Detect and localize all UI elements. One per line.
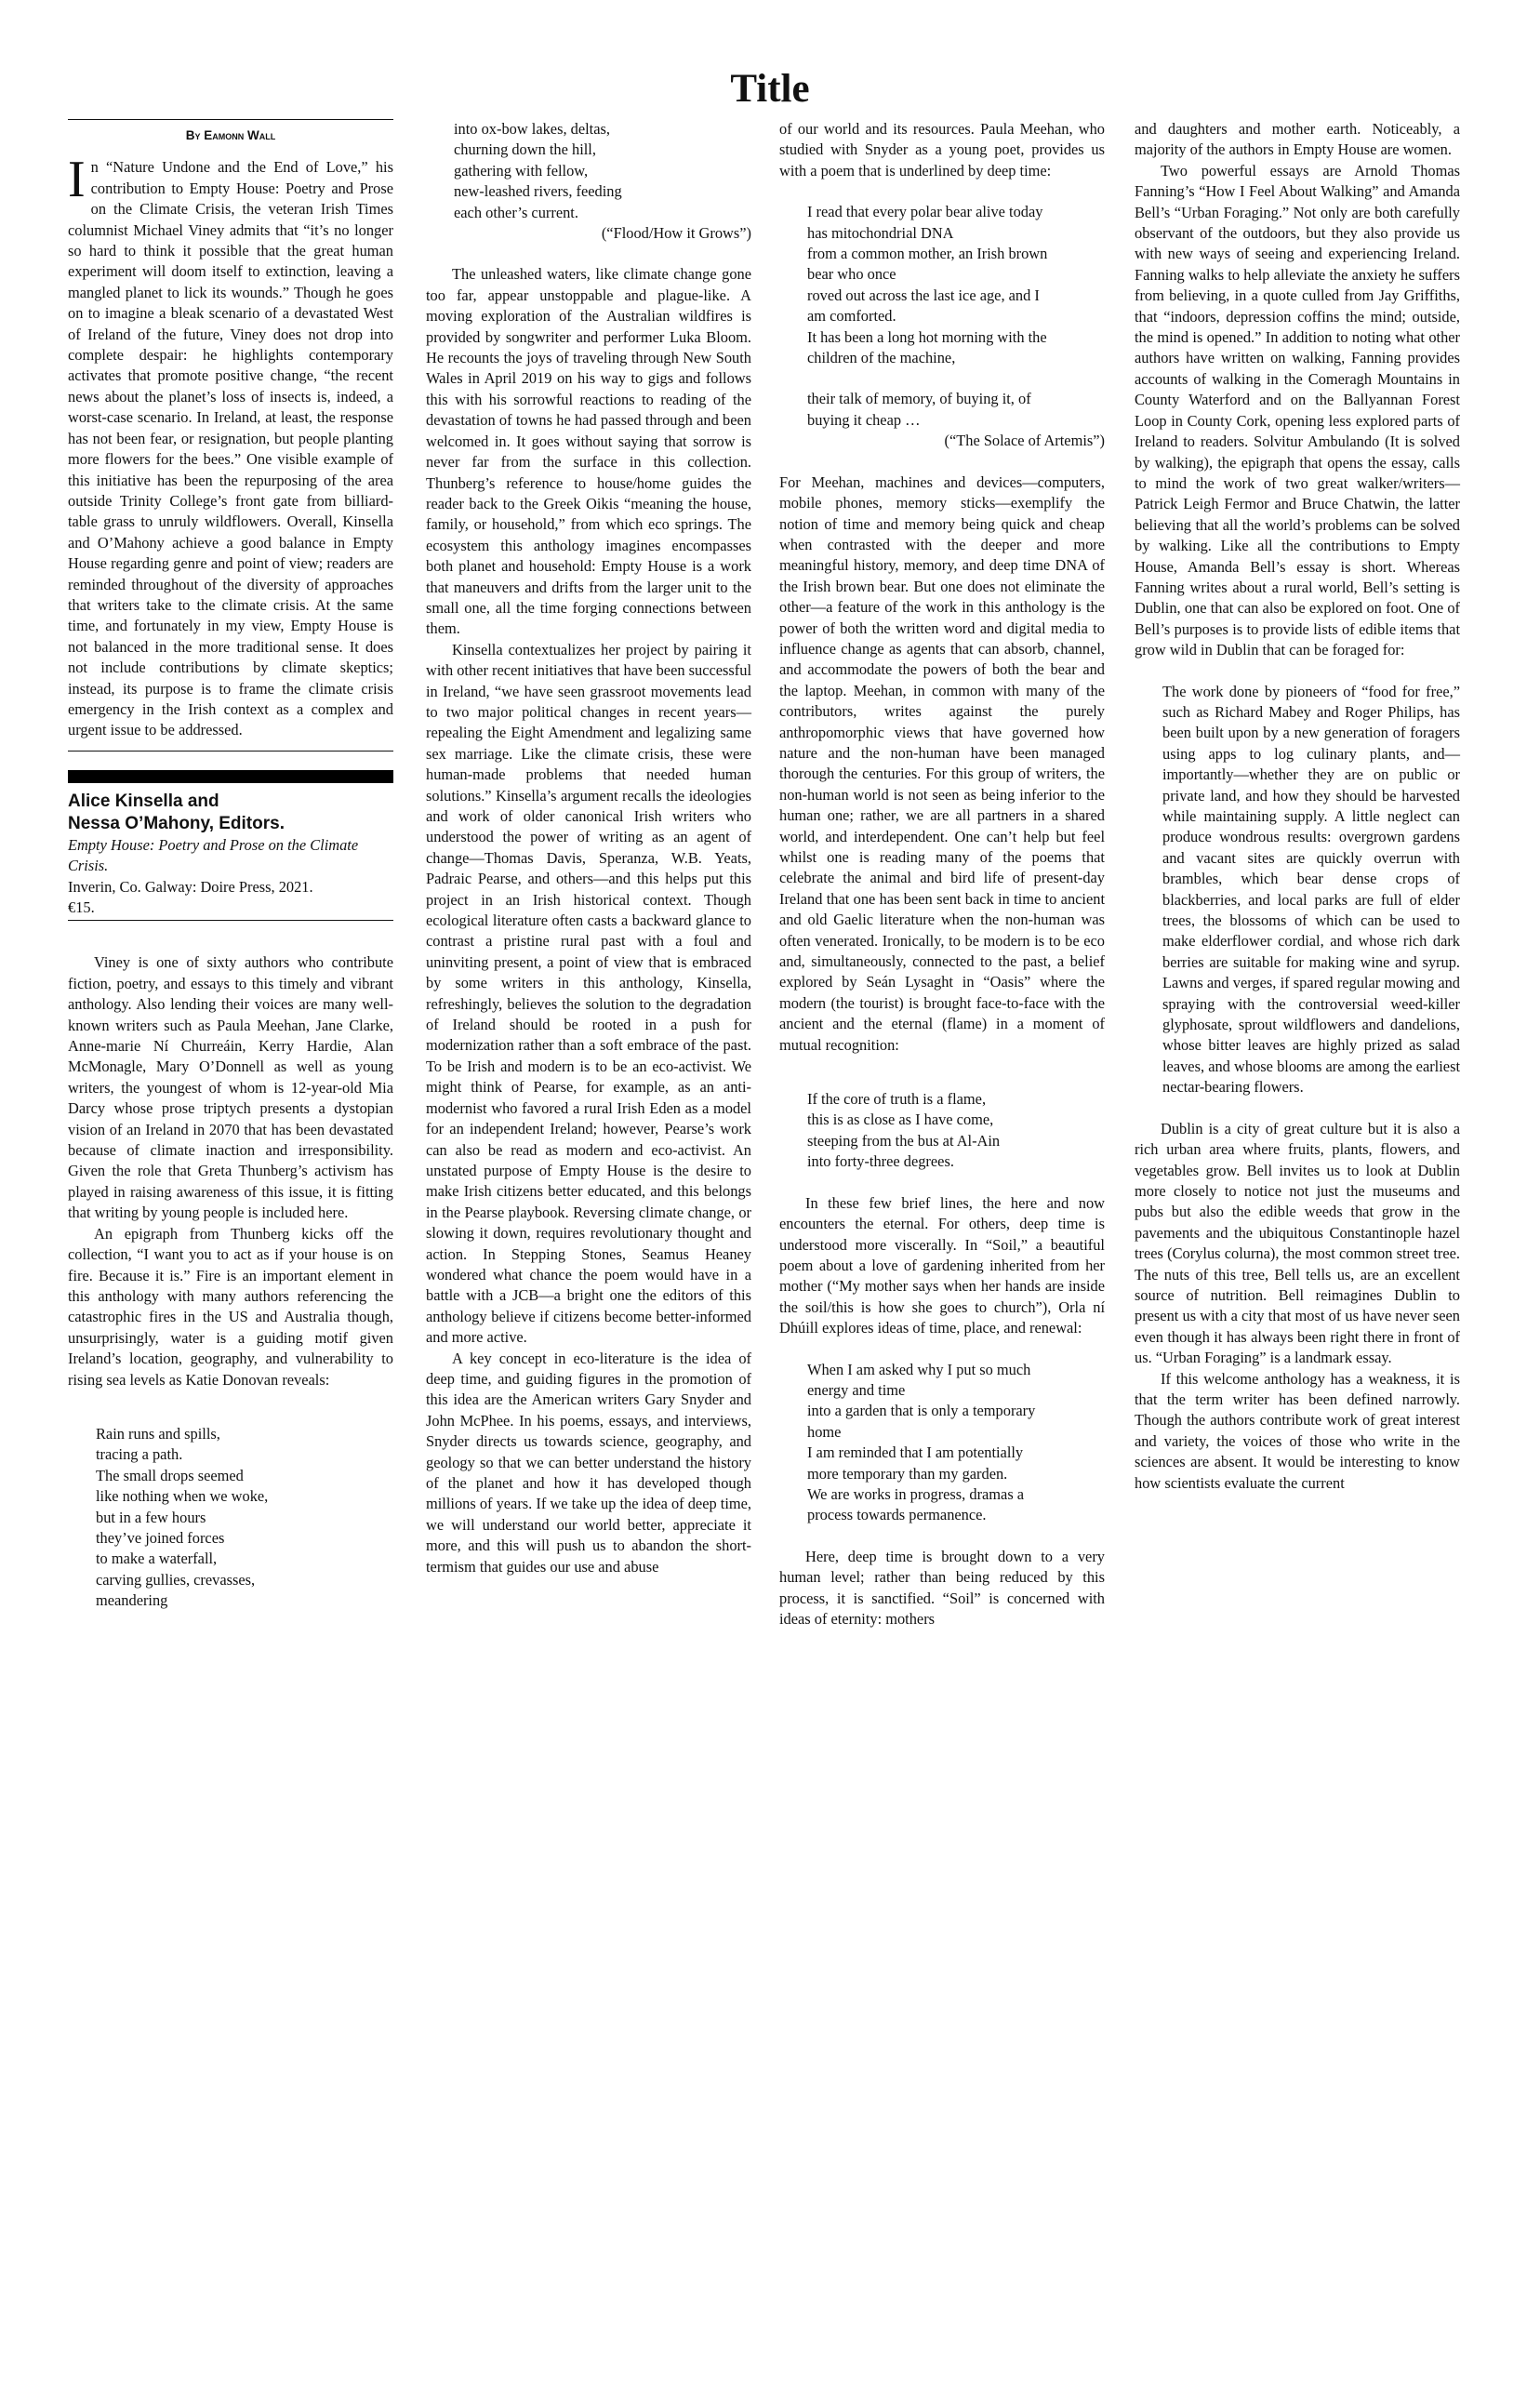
page-title: Title <box>730 67 810 111</box>
byline: By Eamonn Wall <box>68 119 393 146</box>
poem-line: It has been a long hot morning with the <box>807 327 1047 346</box>
poem-line: but in a few hours <box>96 1508 206 1526</box>
poem-line: energy and time <box>807 1380 906 1399</box>
paragraph: Here, deep time is brought down to a very human level; rather than being reduced by this process, it is sanctified. “Soil” is concerned with ideas of eternity: mothers <box>779 1547 1105 1628</box>
poem-attribution: (“The Solace of Artemis”) <box>944 432 1105 450</box>
poem-excerpt <box>779 1360 1105 1526</box>
poem-line: their talk of memory, of buying it, of <box>807 390 1031 408</box>
poem-line: The small drops seemed <box>96 1466 244 1484</box>
poem-line: If the core of truth is a flame, <box>807 1090 987 1109</box>
review-publisher: Inverin, Co. Galway: Doire Press, 2021. <box>68 877 313 896</box>
poem-line: children of the machine, <box>807 349 956 367</box>
poem-excerpt <box>779 202 1105 451</box>
paragraph: of our world and its resources. Paula Meehan, who studied with Snyder as a young poet, provides us with a poem that is underlined by deep time: <box>779 120 1105 180</box>
column-1 <box>68 119 393 1612</box>
poem-line: from a common mother, an Irish brown <box>807 245 1048 263</box>
paragraph: In these few brief lines, the here and now encounters the eternal. For others, deep time is understood more viscerally. In “Soil,” a beautiful poem about a love of gardening inherited from her mother (“My mother says when her hands are inside the soil/this is how she goes to church”), Orla ní Dhúill explores ideas of time, place, and renewal: <box>779 1193 1105 1337</box>
poem-excerpt <box>68 1424 393 1612</box>
paragraph: Viney is one of sixty authors who contribute fiction, poetry, and essays to this timely and vibrant anthology. Also lending their voices are many well-known writers such as Paula Meehan, Jane Clarke, Anne-marie Ní Churreáin, Kerry Hardie, Alan McMonagle, Mary O’Donnell as well as young writers, the youngest of whom is 12-year-old Mia Darcy whose prose triptych presents a dystopian vision of an Ireland in 2070 that has been devastated because of climate inaction and irresponsibility. Given the role that Greta Thunberg’s activism has played in raising awareness of this issue, it is fitting that writing by young people is included here. <box>68 953 393 1222</box>
poem-line: carving gullies, crevasses, <box>96 1570 256 1589</box>
column-4 <box>1135 119 1460 1494</box>
poem-line: am comforted. <box>807 307 896 326</box>
poem-line: We are works in progress, dramas a <box>807 1484 1025 1503</box>
poem-line: roved out across the last ice age, and I <box>807 286 1040 304</box>
poem-line: each other’s current. <box>454 203 578 221</box>
poem-line: tracing a path. <box>96 1445 183 1464</box>
paragraph: Dublin is a city of great culture but it is also a rich urban area where fruits, plants, flowers, and vegetables grow. Bell invites us to look at Dublin more closely to notice not just the museums and pubs but also the edible weeds that grow in the pavements and the ubiquitous Constantinople hazel trees (Corylus colurna), the most common street tree. The nuts of this tree, Bell tells us, are an excellent source of nutrition. Bell reimagines Dublin to present us with a city that most of us have never seen even though it has always been right there in front of us. “Urban Foraging” is a landmark essay. <box>1135 1119 1460 1367</box>
poem-line: into a garden that is only a temporary <box>807 1402 1036 1420</box>
column-3 <box>779 119 1105 1629</box>
paragraph: The unleashed waters, like climate change gone too far, appear unstoppable and plague-like. A moving exploration of the Australian wildfires is provided by songwriter and performer Luka Bloom. He recounts the joys of traveling through New South Wales in April 2019 on his way to gigs and follows this with his sorrowful reactions to reading of the devastation of towns he had passed through and been welcomed in. It goes without saying that sorrow is never far from the surface in this collection. Thunberg’s reference to house/home guides the reader back to the Greek Oikis “meaning the house, family, or household,” from which eco springs. The ecosystem this anthology imagines encompasses both planet and household: Empty House is a work that maneuvers and drifts from the larger unit to the small one, all the time forging connections between them. <box>426 265 751 638</box>
poem-line: process towards permanence. <box>807 1506 987 1524</box>
paragraph: Kinsella contextualizes her project by pairing it with other recent initiatives that have been successful in Ireland, “we have seen grassroot movements lead to two major political changes in recent years—repealing the Eight Amendment and legalizing same sex marriage. Like the climate crisis, these were human-made problems that needed human solutions.” Kinsella’s argument recalls the ideologies and work of older canonical Irish writers who understood the power of writing as an agent of change—Thomas Davis, Speranza, W.B. Yeats, Padraic Pearse, and others—and this helps put this project in an Irish historical context. Though ecological literature often casts a backward glance to contrast a pristine rural past with a foul and uninviting present, a point of view that is embraced by some writers in this anthology, Kinsella, refreshingly, believes the solution to the degradation of Ireland should be rooted in a push for modernization rather than a soft embrace of the past. To be Irish and modern is to be an eco-activist. We might think of Pearse, for example, as an anti-modernist who favored a rural Irish Eden as a model for an independent Ireland; however, Pearse’s work can also be read as modern and eco-activist. An unstated purpose of Empty House is the desire to make Irish citizens better educated, and this belongs in the Pearse playbook. Reversing climate change, or slowing it down, requires revolutionary thought and action. In Stepping Stones, Seamus Heaney wondered what chance the poem would have in a battle with a JCB—a bright one the editors of this anthology believe if citizens become better-informed and more active. <box>426 640 751 1347</box>
poem-line: this is as close as I have come, <box>807 1111 994 1129</box>
poem-line: When I am asked why I put so much <box>807 1360 1031 1378</box>
poem-line: home <box>807 1422 842 1441</box>
poem-line: I am reminded that I am potentially <box>807 1443 1024 1462</box>
block-quote: The work done by pioneers of “food for free,” such as Richard Mabey and Roger Philips, has been built upon by a new generation of foragers using apps to log culinary plants, and—importantly—whether they are on public or private land, and how they should be harvested while maintaining supply. A little neglect can produce wondrous results: overgrown gardens and vacant sites are quickly overrun with brambles, which bear dense crops of blackberries, and local parks are full of elder trees, the blossoms of which can be used to make elderflower cordial, and whose rich dark berries are suitable for making wine and syrup. Lawns and verges, if spared regular mowing and spraying with the controversial weed-killer glyphosate, sprout wildflowers and dandelions, whose bitter leaves are highly prized as salad leaves, and whose blooms are among the earliest nectar-bearing flowers. <box>1162 682 1460 1097</box>
poem-line: into ox-bow lakes, deltas, <box>454 120 610 138</box>
review-header-bar <box>68 770 393 783</box>
column-2 <box>426 119 751 1577</box>
poem-line: into forty-three degrees. <box>807 1152 954 1171</box>
paragraph: An epigraph from Thunberg kicks off the collection, “I want you to act as if your house is on fire. Because it is.” Fire is an important element in this anthology with many authors referencing the catastrophic fires in the US and Australia though, unsurprisingly, water is a guiding motif given Ireland’s location, geography, and vulnerability to rising sea levels as Katie Donovan reveals: <box>68 1224 393 1389</box>
poem-line: churning down the hill, <box>454 140 596 159</box>
poem-line: gathering with fellow, <box>454 161 589 180</box>
poem-line: more temporary than my garden. <box>807 1464 1008 1483</box>
intro-text: n “Nature Undone and the End of Love,” his contribution to Empty House: Poetry and Prose on the Climate Crisis, the veteran Irish Times columnist Michael Viney admits that “it’s no longer so hard to think it possible that the great human experiment will doom itself to extinction, leaving a mangled planet to lick its wounds.” Though he goes on to imagine a bleak scenario of a devastated West of Ireland of the future, Viney does not drop into complete despair: he highlights contemporary activates that promote positive change, “the recent news about the planet’s loss of insects is, indeed, a worst-case scenario. In Ireland, at least, the response has not been fear, or resignation, but people planting more flowers for the bees.” One visible example of this initiative has been the repurposing of the area outside Trinity College’s front gate from billiard-table grass to unruly wildflowers. Overall, Kinsella and O’Mahony achieve a good balance in Empty House regarding genre and point of view; readers are reminded throughout of the diversity of approaches that writers take to the climate crisis. At the same time, and fortunately in my view, Empty House is not balanced in the more traditional sense. It does not include contributions by climate skeptics; instead, its purpose is to frame the climate crisis emergency in the Irish context as a complex and urgent issue to be addressed. <box>68 158 393 739</box>
review-price: €15. <box>68 898 393 921</box>
review-editors-line-1: Alice Kinsella and <box>68 791 219 811</box>
paragraph: Two powerful essays are Arnold Thomas Fanning’s “How I Feel About Walking” and Amanda Bell’s “Urban Foraging.” Not only are both carefully observant of the outdoors, but they also provide us with new ways of seeing and experiencing Ireland. Fanning walks to help alleviate the anxiety he suffers from believing, in a quote culled from Jay Griffiths, that “indoors, depression coffins the mind; outside, the mind is opened.” In addition to noting what other authors have written on walking, Fanning provides accounts of walking in the Comeragh Mountains in County Waterford and on the Ballyannan Forest Loop in County Cork, opening less explored parts of Ireland to readers. Solvitur Ambulando (It is solved by walking), the epigraph that opens the essay, calls to mind the work of two great walker/writers—Patrick Leigh Fermor and Bruce Chatwin, the latter believing that all the world’s problems can be solved by walking. Like all the contributions to Empty House, Amanda Bell’s essay is short. Whereas Fanning writes about a rural world, Bell’s setting is Dublin, one that can also be explored on foot. One of Bell’s purposes is to provide lists of edible items that grow wild in Dublin that can be foraged for: <box>1135 161 1460 659</box>
poem-line: to make a waterfall, <box>96 1550 218 1568</box>
poem-attribution: (“Flood/How it Grows”) <box>601 224 751 243</box>
review-book-title: Empty House: Poetry and Prose on the Climate Crisis. <box>68 835 359 875</box>
review-editors-line-2: Nessa O’Mahony, Editors. <box>68 813 285 833</box>
poem-line: has mitochondrial DNA <box>807 223 954 242</box>
poem-line: Rain runs and spills, <box>96 1424 220 1443</box>
poem-line: buying it cheap … <box>807 410 921 429</box>
poem-line: like nothing when we woke, <box>96 1487 269 1506</box>
section-rule <box>68 741 393 752</box>
poem-line: meandering <box>96 1591 168 1610</box>
poem-line: new-leashed rivers, feeding <box>454 182 622 201</box>
paragraph: A key concept in eco-literature is the idea of deep time, and guiding figures in the promotion of this idea are the American writers Gary Snyder and John McPhee. In his poems, essays, and interviews, Snyder directs us towards science, geography, and geology so that we can better understand the history of the planet and how it has developed though millions of years. If we take up the idea of deep time, we will understand our world better, appreciate it more, and this will push us to abandon the short-termism that guides our use and abuse <box>426 1349 752 1576</box>
poem-line: they’ve joined forces <box>96 1528 225 1547</box>
poem-excerpt <box>426 119 751 244</box>
poem-line: I read that every polar bear alive today <box>807 203 1043 221</box>
intro-paragraph <box>68 151 393 740</box>
poem-line: bear who once <box>807 265 896 284</box>
paragraph: If this welcome anthology has a weakness, it is that the term writer has been defined narrowly. Though the authors contribute work of great interest and variety, the voices of those who write in the sciences are absent. It would be interesting to know how scientists evaluate the current <box>1135 1369 1460 1492</box>
paragraph: For Meehan, machines and devices—computers, mobile phones, memory sticks—exemplify the notion of time and memory being quick and cheap when contrasted with the deeper and more meaningful history, memory, and deep time DNA of the Irish brown bear. But one does not eliminate the other—a feature of the work in this anthology is the power of both the written word and digital media to influence change as agents that can absorb, channel, and accommodate the powers of both the bear and the laptop. Meehan, in common with many of the contributors, writes against the purely anthropomorphic views that have governed how nature and the non-human have been managed thorough the centuries. For this group of writers, the non-human world is not seen as being inferior to the human one; rather, we are all partners in a shared world, and interdependent. One can’t help but feel whilst one is reading many of the poems that celebrate the animal and bird life of present-day Ireland that one has been sent back in time to ancient and old Gaelic literature when the non-human was often venerated. Ironically, to be modern is to be eco and, simultaneously, connected to the past, a belief explored by Seán Lysaght in “Oasis” where the modern (the tourist) is brought face-to-face with the ancient and the eternal (flame) in a moment of mutual recognition: <box>779 472 1105 1054</box>
poem-excerpt <box>779 1089 1105 1173</box>
poem-line: steeping from the bus at Al-Ain <box>807 1131 1001 1150</box>
drop-cap: I <box>68 151 86 209</box>
paragraph: and daughters and mother earth. Noticeably, a majority of the authors in Empty House are women. <box>1135 120 1460 159</box>
